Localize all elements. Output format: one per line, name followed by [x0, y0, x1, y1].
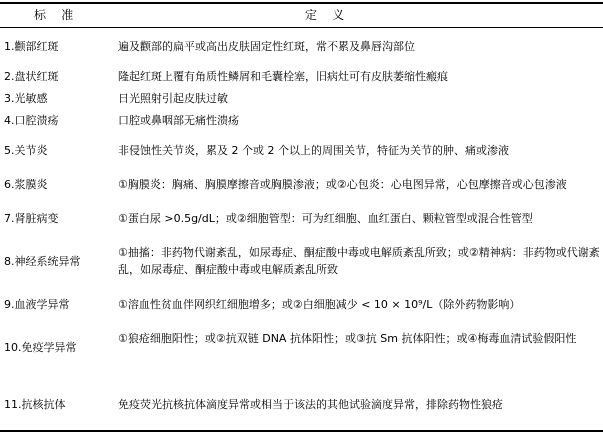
row-definition: ①抽搐：非药物代谢紊乱，如尿毒症、酮症酸中毒或电解质紊乱所致；或②精神病：非药物或代谢紊乱，如尿毒症、酮症酸中毒或电解质紊乱所致	[118, 246, 600, 276]
table-top-rule	[0, 2, 603, 4]
row-definition: 隆起红斑上覆有角质性鳞屑和毛囊栓塞，旧病灶可有皮肤萎缩性瘢痕	[118, 70, 448, 83]
row-criterion: 4.口腔溃疡	[4, 114, 59, 127]
row-definition: 非侵蚀性关节炎，累及 2 个或 2 个以上的周围关节，特征为关节的肿、痛或渗液	[118, 144, 509, 157]
row-criterion: 11.抗核抗体	[4, 398, 66, 411]
row-criterion: 8.神经系统异常	[4, 255, 81, 268]
table-bottom-rule	[0, 430, 603, 432]
row-criterion: 7.肾脏病变	[4, 212, 59, 225]
header-rule	[0, 27, 603, 28]
row-definition: 遍及颧部的扁平或高出皮肤固定性红斑，常不累及鼻唇沟部位	[118, 40, 415, 53]
row-definition: ①蛋白尿 >0.5g/dL；或②细胞管型：可为红细胞、血红蛋白、颗粒管型或混合性管型	[118, 212, 533, 225]
row-definition: ①溶血性贫血伴网织红细胞增多；或②白细胞减少 < 10 × 10⁹/L（除外药物影响）	[118, 298, 521, 311]
row-criterion: 6.浆膜炎	[4, 178, 48, 191]
row-definition: 免疫荧光抗核抗体滴度异常或相当于该法的其他试验滴度异常，排除药物性狼疮	[118, 398, 503, 411]
row-criterion: 2.盘状红斑	[4, 70, 59, 83]
row-criterion: 5.关节炎	[4, 144, 48, 157]
header-definition: 定 义	[305, 8, 345, 22]
row-criterion: 3.光敏感	[4, 92, 48, 105]
header-criterion: 标 准	[34, 8, 74, 22]
row-criterion: 1.颧部红斑	[4, 40, 59, 53]
row-criterion: 9.血液学异常	[4, 298, 70, 311]
row-definition: 日光照射引起皮肤过敏	[118, 92, 228, 105]
row-definition: ①狼疮细胞阳性；或②抗双链 DNA 抗体阳性；或③抗 Sm 抗体阳性；或④梅毒血清试验假阳性	[118, 332, 577, 345]
row-definition: ①胸膜炎：胸痛、胸膜摩擦音或胸膜渗液；或②心包炎：心电图异常，心包摩擦音或心包渗液	[118, 178, 567, 191]
row-definition: 口腔或鼻咽部无痛性溃疡	[118, 114, 239, 127]
row-criterion: 10.免疫学异常	[4, 341, 77, 354]
